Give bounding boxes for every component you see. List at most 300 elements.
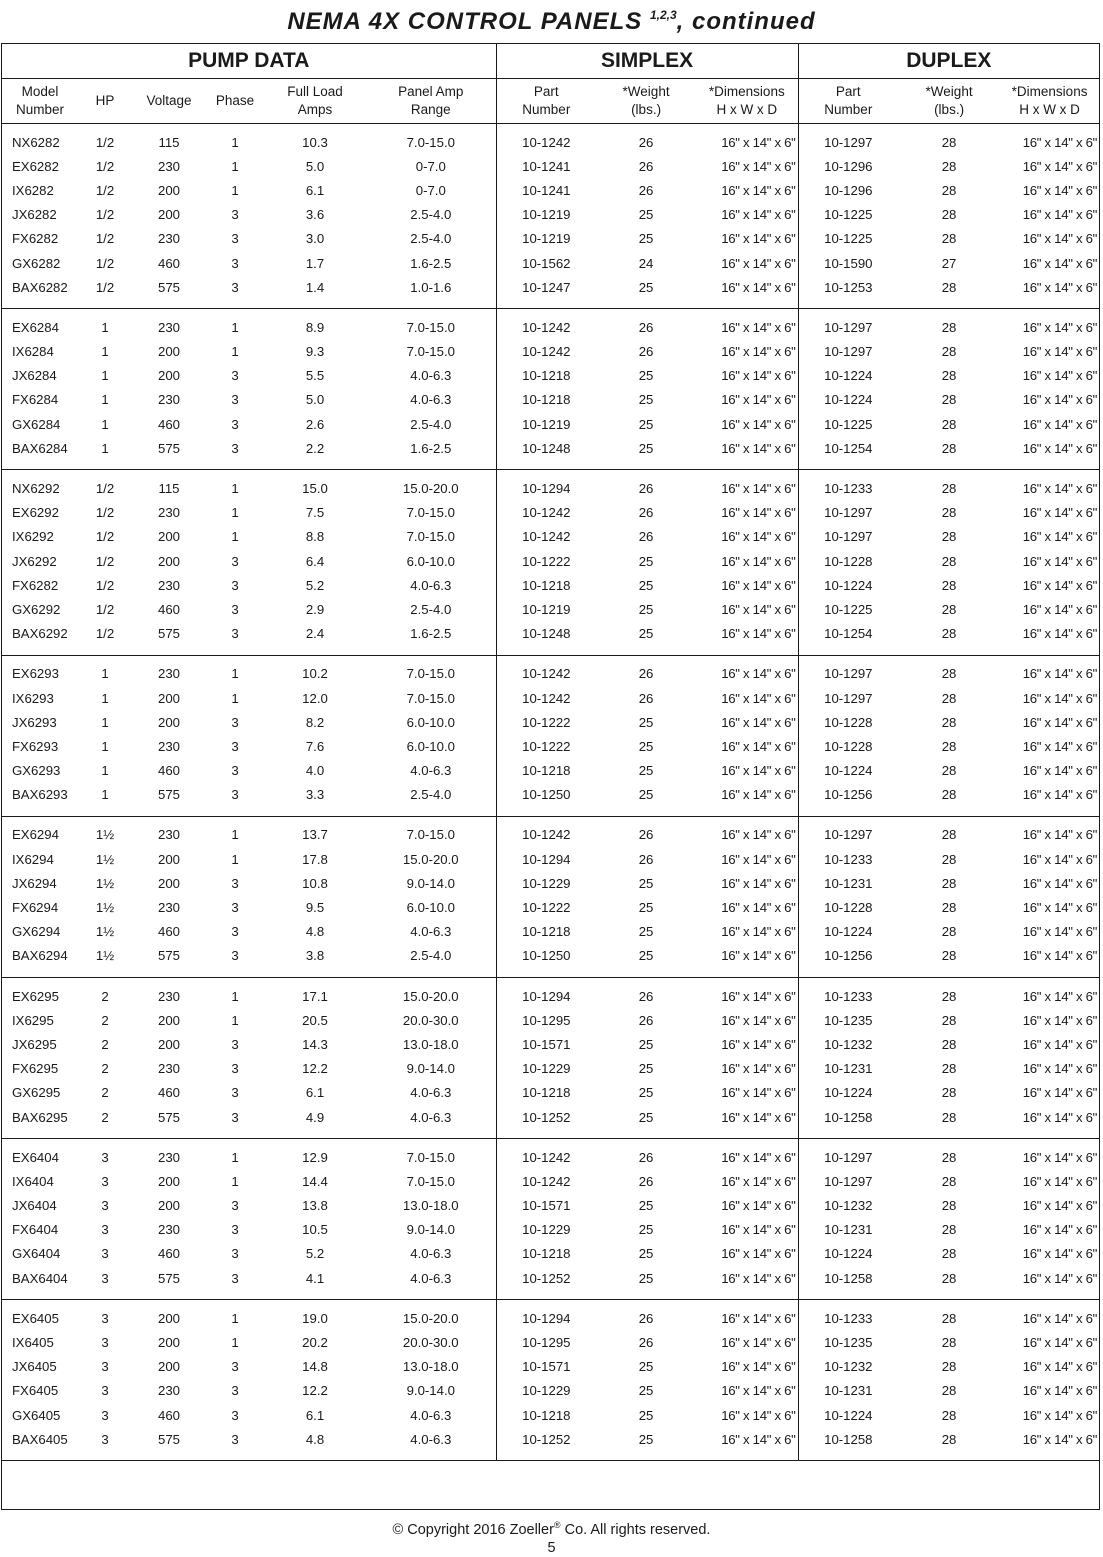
cell-duplex-part: 10-1228 [798,895,898,919]
table-row [2,203,1099,227]
cell-panel-amp-range: 13.0-18.0 [402,1198,459,1214]
cell-full-load-amps: 6.1 [305,182,325,198]
cell-simplex-dimensions: 16" x 14" x 6" [721,763,796,779]
cell-panel-amp-range: 15.0-20.0 [402,1310,459,1326]
cell-phase: 3 [231,207,239,223]
cell-simplex-part: 10-1242 [496,309,596,340]
table-row [2,920,1099,944]
cell-simplex-dimensions: 16" x 14" x 6" [721,416,796,432]
cell-duplex-dimensions: 16" x 14" x 6" [1022,948,1098,964]
cell-simplex-dimensions: 16" x 14" x 6" [721,1198,796,1214]
cell-model: EX6284 [12,319,59,335]
cell-duplex-part: 10-1296 [798,154,898,178]
cell-model: GX6295 [12,1085,61,1101]
cell-duplex-weight: 28 [941,1335,957,1351]
cell-simplex-weight: 25 [638,1359,654,1375]
cell-full-load-amps: 13.8 [302,1198,328,1214]
col-header-panel-amp-range: Panel Amp Range [366,79,496,124]
cell-phase: 3 [231,279,239,295]
cell-duplex-part: 10-1232 [798,1032,898,1056]
cell-voltage: 575 [157,1109,180,1125]
cell-hp: 1½ [95,827,115,843]
cell-panel-amp-range: 2.5-4.0 [410,948,452,964]
cell-voltage: 200 [157,1173,180,1189]
cell-duplex-dimensions: 16" x 14" x 6" [1022,601,1098,617]
cell-voltage: 460 [157,1246,180,1262]
table-row [2,549,1099,573]
cell-simplex-dimensions: 16" x 14" x 6" [721,1109,796,1125]
cell-hp: 1/2 [95,577,115,593]
table-row [2,436,1099,460]
cell-duplex-weight: 28 [941,787,957,803]
cell-duplex-part: 10-1254 [798,622,898,646]
duplex-heading: DUPLEX [798,44,1099,79]
cell-simplex-part: 10-1294 [496,847,596,871]
cell-phase: 1 [231,158,239,174]
cell-voltage: 460 [157,763,180,779]
cell-duplex-dimensions: 16" x 14" x 6" [1022,900,1098,916]
cell-duplex-part: 10-1225 [798,203,898,227]
cell-duplex-part: 10-1228 [798,710,898,734]
cell-duplex-dimensions: 16" x 14" x 6" [1022,231,1098,247]
cell-phase: 1 [231,988,239,1004]
cell-duplex-part: 10-1297 [798,501,898,525]
col-header-phase: Phase [206,79,264,124]
cell-full-load-amps: 10.5 [302,1222,328,1238]
cell-duplex-part: 10-1297 [798,686,898,710]
table-row [2,944,1099,968]
cell-model: IX6293 [12,690,54,706]
cell-simplex-dimensions: 16" x 14" x 6" [721,529,796,545]
col-header-hp: HP [78,79,132,124]
table-row [2,1081,1099,1105]
table-row [2,573,1099,597]
cell-simplex-part: 10-1252 [496,1105,596,1129]
cell-full-load-amps: 12.2 [302,1061,328,1077]
cell-duplex-weight: 28 [941,666,957,682]
cell-full-load-amps: 14.4 [302,1173,328,1189]
cell-panel-amp-range: 7.0-15.0 [406,319,455,335]
cell-phase: 1 [231,529,239,545]
cell-phase: 3 [231,392,239,408]
cell-phase: 1 [231,1173,239,1189]
cell-simplex-part: 10-1295 [496,1330,596,1354]
cell-duplex-weight: 28 [941,279,957,295]
cell-model: IX6405 [12,1335,54,1351]
cell-duplex-part: 10-1258 [798,1266,898,1290]
cell-duplex-part: 10-1228 [798,549,898,573]
cell-full-load-amps: 1.7 [305,255,325,271]
cell-full-load-amps: 8.8 [305,529,325,545]
cell-hp: 1½ [95,900,115,916]
table-row [2,1032,1099,1056]
cell-duplex-part: 10-1231 [798,1379,898,1403]
col-header-voltage: Voltage [132,79,206,124]
cell-simplex-dimensions: 16" x 14" x 6" [721,988,796,1004]
cell-full-load-amps: 2.6 [305,416,325,432]
cell-duplex-weight: 28 [941,924,957,940]
cell-duplex-part: 10-1233 [798,978,898,1009]
group-divider [2,968,1099,978]
cell-simplex-weight: 25 [638,392,654,408]
cell-panel-amp-range: 9.0-14.0 [406,1383,455,1399]
cell-phase: 3 [231,440,239,456]
cell-voltage: 230 [157,158,180,174]
cell-duplex-weight: 28 [941,1061,957,1077]
cell-duplex-part: 10-1258 [798,1427,898,1451]
cell-duplex-weight: 28 [941,1198,957,1214]
cell-hp: 1 [101,416,109,432]
cell-simplex-part: 10-1219 [496,227,596,251]
cell-panel-amp-range: 15.0-20.0 [402,988,459,1004]
cell-simplex-weight: 26 [638,529,654,545]
group-header-row [2,44,1099,79]
cell-simplex-part: 10-1222 [496,549,596,573]
cell-voltage: 230 [157,1061,180,1077]
cell-hp: 2 [101,1012,109,1028]
cell-model: BAX6404 [12,1270,68,1286]
cell-model: JX6294 [12,875,57,891]
cell-simplex-part: 10-1571 [496,1032,596,1056]
cell-simplex-part: 10-1252 [496,1266,596,1290]
cell-simplex-part: 10-1218 [496,759,596,783]
cell-simplex-part: 10-1242 [496,1139,596,1170]
cell-full-load-amps: 10.8 [302,875,328,891]
group-divider [2,1129,1099,1139]
cell-hp: 1/2 [95,182,115,198]
cell-duplex-dimensions: 16" x 14" x 6" [1022,1335,1098,1351]
table-row [2,622,1099,646]
cell-duplex-dimensions: 16" x 14" x 6" [1022,1036,1098,1052]
cell-simplex-dimensions: 16" x 14" x 6" [721,875,796,891]
cell-duplex-part: 10-1225 [798,227,898,251]
cell-simplex-part: 10-1571 [496,1355,596,1379]
cell-simplex-dimensions: 16" x 14" x 6" [721,553,796,569]
cell-simplex-part: 10-1250 [496,944,596,968]
cell-hp: 1/2 [95,255,115,271]
cell-panel-amp-range: 7.0-15.0 [406,827,455,843]
cell-hp: 1 [101,319,109,335]
cell-simplex-part: 10-1242 [496,686,596,710]
cell-simplex-part: 10-1248 [496,436,596,460]
cell-duplex-part: 10-1235 [798,1330,898,1354]
cell-duplex-part: 10-1590 [798,251,898,275]
cell-duplex-weight: 28 [941,529,957,545]
cell-simplex-weight: 26 [638,319,654,335]
title-suffix: , continued [676,8,816,35]
cell-full-load-amps: 10.2 [302,666,328,682]
cell-model: JX6293 [12,714,57,730]
cell-phase: 1 [231,666,239,682]
cell-duplex-part: 10-1258 [798,1105,898,1129]
cell-simplex-weight: 25 [638,1198,654,1214]
cell-model: BAX6292 [12,626,68,642]
cell-panel-amp-range: 6.0-10.0 [406,553,455,569]
cell-hp: 1 [101,714,109,730]
table-row [2,1057,1099,1081]
cell-full-load-amps: 12.9 [302,1149,328,1165]
table-row [2,251,1099,275]
cell-duplex-weight: 28 [941,601,957,617]
cell-voltage: 115 [158,134,180,150]
cell-full-load-amps: 3.6 [305,207,325,223]
cell-full-load-amps: 5.0 [305,158,325,174]
cell-panel-amp-range: 15.0-20.0 [402,481,459,497]
cell-duplex-part: 10-1224 [798,364,898,388]
cell-duplex-weight: 28 [941,505,957,521]
cell-simplex-dimensions: 16" x 14" x 6" [721,948,796,964]
cell-hp: 3 [101,1383,109,1399]
cell-duplex-weight: 28 [941,1359,957,1375]
cell-simplex-dimensions: 16" x 14" x 6" [721,1173,796,1189]
cell-panel-amp-range: 9.0-14.0 [406,875,455,891]
cell-simplex-part: 10-1562 [496,251,596,275]
table-row [2,816,1099,847]
cell-simplex-weight: 25 [638,714,654,730]
cell-phase: 3 [231,948,239,964]
cell-simplex-dimensions: 16" x 14" x 6" [721,714,796,730]
cell-simplex-part: 10-1222 [496,734,596,758]
cell-duplex-part: 10-1228 [798,734,898,758]
cell-duplex-part: 10-1256 [798,944,898,968]
cell-simplex-weight: 26 [638,1012,654,1028]
cell-duplex-part: 10-1253 [798,275,898,299]
cell-duplex-dimensions: 16" x 14" x 6" [1022,529,1098,545]
cell-duplex-dimensions: 16" x 14" x 6" [1022,1109,1098,1125]
cell-full-load-amps: 14.8 [302,1359,328,1375]
cell-duplex-weight: 28 [941,1109,957,1125]
cell-duplex-part: 10-1224 [798,759,898,783]
cell-full-load-amps: 14.3 [302,1036,328,1052]
cell-panel-amp-range: 4.0-6.3 [410,1407,452,1423]
cell-phase: 3 [231,875,239,891]
cell-full-load-amps: 17.8 [302,851,328,867]
cell-phase: 1 [231,505,239,521]
cell-panel-amp-range: 9.0-14.0 [406,1222,455,1238]
cell-duplex-weight: 28 [941,851,957,867]
cell-hp: 1/2 [95,505,115,521]
cell-duplex-weight: 28 [941,1012,957,1028]
cell-duplex-dimensions: 16" x 14" x 6" [1022,182,1098,198]
cell-simplex-weight: 25 [638,875,654,891]
cell-simplex-part: 10-1242 [496,1169,596,1193]
cell-model: JX6284 [12,368,57,384]
cell-duplex-dimensions: 16" x 14" x 6" [1022,1061,1098,1077]
cell-panel-amp-range: 4.0-6.3 [410,577,452,593]
cell-full-load-amps: 1.4 [305,279,325,295]
cell-simplex-dimensions: 16" x 14" x 6" [721,851,796,867]
cell-duplex-part: 10-1224 [798,573,898,597]
cell-duplex-dimensions: 16" x 14" x 6" [1022,851,1098,867]
cell-hp: 1/2 [95,601,115,617]
group-divider [2,646,1099,656]
cell-panel-amp-range: 4.0-6.3 [410,763,452,779]
cell-model: FX6284 [12,392,59,408]
col-header-duplex-part: Part Number [798,79,898,124]
cell-duplex-dimensions: 16" x 14" x 6" [1022,416,1098,432]
cell-simplex-weight: 25 [638,577,654,593]
cell-full-load-amps: 20.5 [302,1012,328,1028]
cell-hp: 3 [101,1149,109,1165]
cell-simplex-part: 10-1219 [496,597,596,621]
cell-hp: 1/2 [95,626,115,642]
cell-duplex-weight: 28 [941,481,957,497]
cell-duplex-dimensions: 16" x 14" x 6" [1022,1359,1098,1375]
registered-mark: ® [553,1520,561,1530]
cell-duplex-part: 10-1296 [798,178,898,202]
cell-phase: 1 [231,1335,239,1351]
cell-phase: 3 [231,1222,239,1238]
cell-simplex-weight: 25 [638,1431,654,1447]
cell-duplex-part: 10-1225 [798,412,898,436]
cell-duplex-dimensions: 16" x 14" x 6" [1022,344,1098,360]
table-row [2,1403,1099,1427]
cell-hp: 1 [101,440,109,456]
table-row [2,1194,1099,1218]
cell-simplex-dimensions: 16" x 14" x 6" [721,440,796,456]
cell-panel-amp-range: 1.0-1.6 [410,279,452,295]
cell-panel-amp-range: 4.0-6.3 [410,1085,452,1101]
cell-panel-amp-range: 13.0-18.0 [402,1359,459,1375]
cell-duplex-weight: 28 [941,827,957,843]
cell-simplex-weight: 25 [638,1109,654,1125]
cell-simplex-weight: 26 [638,988,654,1004]
cell-duplex-weight: 28 [941,1310,957,1326]
cell-voltage: 200 [157,875,180,891]
cell-simplex-weight: 26 [638,1310,654,1326]
cell-simplex-part: 10-1241 [496,154,596,178]
cell-model: GX6294 [12,924,61,940]
cell-duplex-part: 10-1233 [798,470,898,501]
cell-duplex-dimensions: 16" x 14" x 6" [1022,1198,1098,1214]
cell-simplex-part: 10-1242 [496,816,596,847]
group-divider [2,460,1099,470]
cell-duplex-dimensions: 16" x 14" x 6" [1022,1222,1098,1238]
cell-duplex-dimensions: 16" x 14" x 6" [1022,440,1098,456]
table-row [2,1008,1099,1032]
table-row [2,759,1099,783]
col-header-simplex-dimensions: *Dimensions H x W x D [696,79,798,124]
cell-model: IX6404 [12,1173,54,1189]
cell-duplex-weight: 28 [941,875,957,891]
cell-simplex-weight: 26 [638,344,654,360]
cell-simplex-weight: 26 [638,1335,654,1351]
cell-simplex-part: 10-1218 [496,1081,596,1105]
table-row [2,734,1099,758]
cell-phase: 1 [231,851,239,867]
cell-hp: 2 [101,1109,109,1125]
cell-voltage: 460 [157,1407,180,1423]
cell-simplex-part: 10-1252 [496,1427,596,1451]
cell-model: BAX6293 [12,787,68,803]
cell-model: FX6282 [12,577,59,593]
cell-hp: 1½ [95,851,115,867]
cell-duplex-dimensions: 16" x 14" x 6" [1022,134,1098,150]
cell-phase: 1 [231,1310,239,1326]
cell-phase: 1 [231,690,239,706]
cell-voltage: 460 [157,601,180,617]
cell-full-load-amps: 2.2 [305,440,325,456]
cell-voltage: 200 [157,344,180,360]
cell-full-load-amps: 4.1 [305,1270,325,1286]
cell-model: NX6292 [12,481,60,497]
table-row [2,1379,1099,1403]
cell-duplex-dimensions: 16" x 14" x 6" [1022,738,1098,754]
cell-hp: 1/2 [95,481,115,497]
cell-phase: 3 [231,553,239,569]
cell-duplex-weight: 28 [941,1036,957,1052]
cell-duplex-dimensions: 16" x 14" x 6" [1022,392,1098,408]
cell-voltage: 575 [157,1431,180,1447]
cell-model: JX6282 [12,207,57,223]
cell-model: EX6404 [12,1149,59,1165]
cell-hp: 1/2 [95,279,115,295]
cell-hp: 1/2 [95,207,115,223]
cell-duplex-weight: 28 [941,690,957,706]
cell-simplex-weight: 26 [638,666,654,682]
cell-model: FX6404 [12,1222,59,1238]
cell-duplex-dimensions: 16" x 14" x 6" [1022,988,1098,1004]
cell-hp: 1/2 [95,158,115,174]
cell-simplex-dimensions: 16" x 14" x 6" [721,690,796,706]
cell-phase: 3 [231,738,239,754]
cell-simplex-dimensions: 16" x 14" x 6" [721,1149,796,1165]
cell-simplex-weight: 26 [638,134,654,150]
cell-simplex-part: 10-1218 [496,920,596,944]
cell-simplex-weight: 25 [638,924,654,940]
cell-full-load-amps: 8.9 [305,319,325,335]
table-body [2,124,1099,1461]
cell-duplex-dimensions: 16" x 14" x 6" [1022,577,1098,593]
table-row [2,340,1099,364]
cell-duplex-part: 10-1232 [798,1355,898,1379]
table-row [2,686,1099,710]
cell-hp: 3 [101,1407,109,1423]
cell-simplex-weight: 25 [638,1246,654,1262]
table-row [2,710,1099,734]
cell-panel-amp-range: 2.5-4.0 [410,416,452,432]
cell-simplex-part: 10-1571 [496,1194,596,1218]
cell-duplex-dimensions: 16" x 14" x 6" [1022,666,1098,682]
cell-model: EX6293 [12,666,59,682]
cell-simplex-dimensions: 16" x 14" x 6" [721,255,796,271]
cell-panel-amp-range: 2.5-4.0 [410,207,452,223]
cell-simplex-weight: 25 [638,900,654,916]
cell-duplex-weight: 28 [941,1383,957,1399]
cell-simplex-dimensions: 16" x 14" x 6" [721,601,796,617]
cell-panel-amp-range: 20.0-30.0 [402,1012,459,1028]
cell-hp: 1 [101,763,109,779]
cell-duplex-weight: 28 [941,1173,957,1189]
cell-hp: 1/2 [95,529,115,545]
col-header-full-load-amps: Full Load Amps [264,79,366,124]
cell-phase: 1 [231,1012,239,1028]
cell-panel-amp-range: 0-7.0 [415,182,446,198]
cell-simplex-dimensions: 16" x 14" x 6" [721,1246,796,1262]
cell-voltage: 200 [157,1310,180,1326]
cell-hp: 1 [101,787,109,803]
cell-simplex-weight: 25 [638,1061,654,1077]
cell-voltage: 230 [157,319,180,335]
cell-model: IX6294 [12,851,54,867]
table-row [2,1300,1099,1331]
cell-phase: 3 [231,231,239,247]
cell-model: IX6282 [12,182,54,198]
cell-panel-amp-range: 7.0-15.0 [406,344,455,360]
cell-simplex-part: 10-1294 [496,1300,596,1331]
cell-voltage: 230 [157,1383,180,1399]
table-row [2,1139,1099,1170]
